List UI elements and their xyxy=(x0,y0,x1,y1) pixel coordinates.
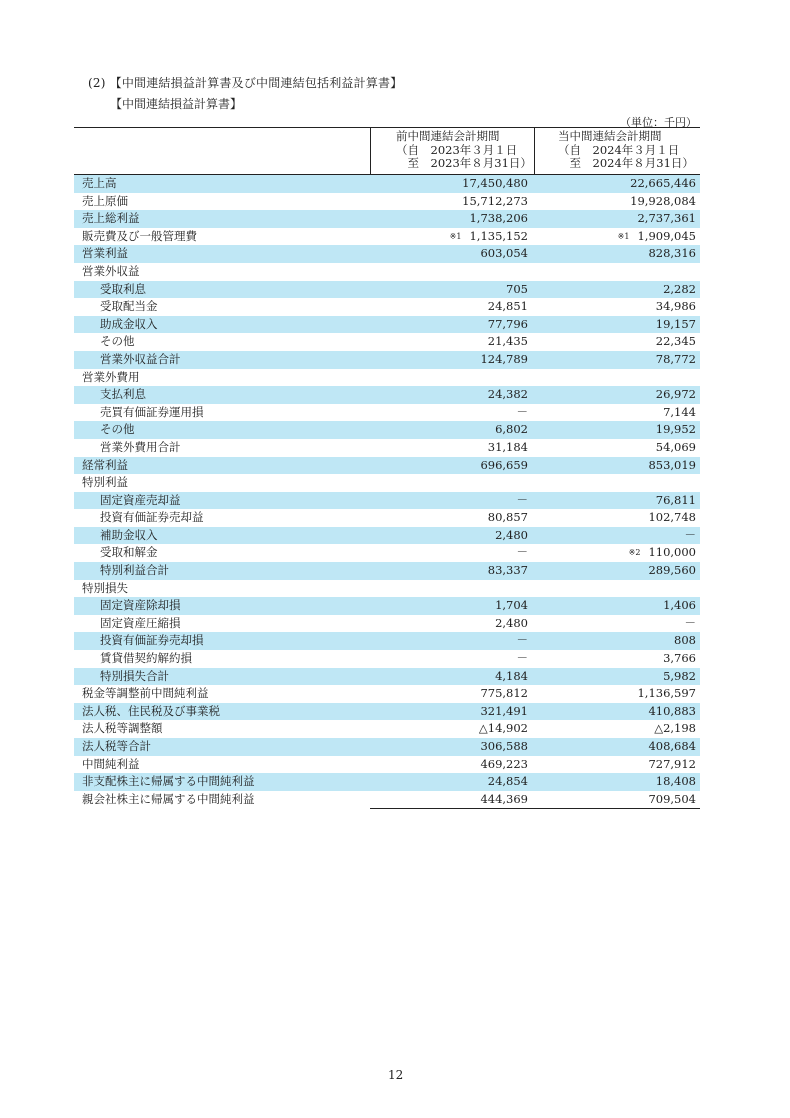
amount-value: 21,435 xyxy=(487,334,528,349)
section-heading: (2) 【中間連結損益計算書及び中間連結包括利益計算書】 xyxy=(88,76,403,90)
prev-period-value xyxy=(480,738,528,756)
prev-period-value xyxy=(495,527,528,545)
amount-value: 19,952 xyxy=(655,422,696,437)
amount-value: △14,902 xyxy=(478,721,528,736)
table-row xyxy=(74,791,700,809)
table-row xyxy=(74,193,700,211)
amount-value: 410,883 xyxy=(648,703,696,718)
prev-period-value xyxy=(488,333,528,351)
amount-value: 24,851 xyxy=(487,299,528,314)
amount-value: 83,337 xyxy=(487,563,528,578)
statement-title: 【中間連結損益計算書】 xyxy=(110,97,243,111)
row-label: 特別損失 xyxy=(82,580,128,595)
row-label: 賃貸借契約解約損 xyxy=(100,651,192,666)
table-bottom-rule xyxy=(370,808,700,809)
amount-value: 4,184 xyxy=(495,668,528,683)
current-period-value xyxy=(630,193,696,211)
amount-value: 775,812 xyxy=(480,686,528,701)
amount-value: 5,982 xyxy=(663,668,696,683)
table-row xyxy=(74,509,700,527)
prev-period-value xyxy=(488,439,528,457)
amount-value: － xyxy=(684,527,696,542)
row-label: 補助金収入 xyxy=(100,527,158,542)
table-row xyxy=(74,245,700,263)
amount-value: 2,480 xyxy=(495,615,528,630)
table-row xyxy=(74,562,700,580)
amount-value: 1,135,152 xyxy=(469,228,528,243)
current-period-value xyxy=(656,298,696,316)
table-row xyxy=(74,439,700,457)
row-label: 経常利益 xyxy=(82,457,128,472)
amount-value: 828,316 xyxy=(648,246,696,261)
row-label: 受取和解金 xyxy=(100,545,158,560)
prev-period-value xyxy=(480,685,528,703)
amount-value: 705 xyxy=(506,281,528,296)
amount-value: 696,659 xyxy=(480,457,528,472)
amount-value: 2,737,361 xyxy=(637,211,696,226)
prev-period-value xyxy=(517,492,529,510)
current-period-value xyxy=(630,175,696,193)
current-period-value xyxy=(648,245,696,263)
row-label: 売上原価 xyxy=(82,193,128,208)
prev-period-value xyxy=(480,351,528,369)
current-period-value xyxy=(637,210,696,228)
amount-value: 289,560 xyxy=(648,563,696,578)
amount-value: 1,136,597 xyxy=(637,686,696,701)
table-row xyxy=(74,756,700,774)
current-period-value xyxy=(656,439,696,457)
prev-period-value xyxy=(480,457,528,475)
prev-period-value xyxy=(462,193,528,211)
header-prev-period: 前中間連結会計期間 （自 2023年３月１日 至 2023年８月31日） xyxy=(396,129,532,170)
table-row xyxy=(74,650,700,668)
current-period-value xyxy=(648,703,696,721)
table-row xyxy=(74,773,700,791)
current-period-value xyxy=(654,720,696,738)
prev-period-value xyxy=(488,773,528,791)
row-label: 投資有価証券売却損 xyxy=(100,633,204,648)
amount-value: 19,928,084 xyxy=(630,193,696,208)
amount-value: 34,986 xyxy=(655,299,696,314)
row-label: 固定資産除却損 xyxy=(100,598,181,613)
prev-period-value xyxy=(469,210,528,228)
table-row xyxy=(74,685,700,703)
row-label: 営業外収益合計 xyxy=(100,351,181,366)
current-period-value xyxy=(648,457,696,475)
table-row xyxy=(74,457,700,475)
amount-value: 1,704 xyxy=(495,598,528,613)
table-row xyxy=(74,386,700,404)
row-label: 特別損失合計 xyxy=(100,668,169,683)
prev-period-value xyxy=(450,228,528,246)
prev-period-value xyxy=(517,404,529,422)
unit-label: （単位：千円） xyxy=(620,116,697,129)
amount-value: 2,282 xyxy=(663,281,696,296)
amount-value: 853,019 xyxy=(648,457,696,472)
current-period-value xyxy=(663,597,696,615)
table-row xyxy=(74,720,700,738)
amount-value: 7,144 xyxy=(663,404,696,419)
amount-value: △2,198 xyxy=(654,721,696,736)
prev-period-value xyxy=(480,703,528,721)
amount-value: － xyxy=(684,615,696,630)
row-label: 営業利益 xyxy=(82,246,128,261)
table-row xyxy=(74,175,700,193)
amount-value: － xyxy=(516,492,528,507)
amount-value: － xyxy=(516,545,528,560)
amount-value: 54,069 xyxy=(655,439,696,454)
row-label: 中間純利益 xyxy=(82,756,140,771)
amount-value: 808 xyxy=(674,633,696,648)
row-label: 法人税等調整額 xyxy=(82,721,163,736)
amount-value: 22,665,446 xyxy=(630,176,696,190)
prev-period-value xyxy=(480,756,528,774)
current-period-value xyxy=(663,281,696,299)
row-label: 固定資産圧縮損 xyxy=(100,615,181,630)
current-period-value xyxy=(656,333,696,351)
table-row xyxy=(74,703,700,721)
amount-value: 19,157 xyxy=(655,316,696,331)
amount-value: 24,382 xyxy=(487,387,528,402)
amount-value: 78,772 xyxy=(655,351,696,366)
table-row xyxy=(74,492,700,510)
amount-value: 1,909,045 xyxy=(637,228,696,243)
prev-period-value xyxy=(488,562,528,580)
current-period-value xyxy=(685,527,697,545)
row-label: 受取配当金 xyxy=(100,299,158,314)
table-header xyxy=(74,127,700,175)
row-label: 法人税、住民税及び事業税 xyxy=(82,703,220,718)
row-label: 助成金収入 xyxy=(100,316,158,331)
footnote-mark: ※1 xyxy=(449,231,462,241)
row-label: 売上総利益 xyxy=(82,211,140,226)
row-label: 受取利息 xyxy=(100,281,146,296)
table-row xyxy=(74,298,700,316)
current-period-value xyxy=(674,632,696,650)
prev-period-value xyxy=(495,421,528,439)
amount-value: 80,857 xyxy=(487,510,528,525)
row-label: 特別利益 xyxy=(82,475,128,490)
current-period-value xyxy=(648,562,696,580)
table-row xyxy=(74,351,700,369)
table-row xyxy=(74,580,700,598)
row-label: 営業外収益 xyxy=(82,263,140,278)
table-row xyxy=(74,738,700,756)
current-period-value xyxy=(648,509,696,527)
amount-value: 124,789 xyxy=(480,351,528,366)
row-label: その他 xyxy=(100,422,135,437)
amount-value: 469,223 xyxy=(480,756,528,771)
table-row xyxy=(74,527,700,545)
current-period-value xyxy=(656,421,696,439)
table-row xyxy=(74,369,700,387)
table-row xyxy=(74,333,700,351)
prev-period-value xyxy=(517,650,529,668)
income-statement-table xyxy=(74,127,700,808)
amount-value: 26,972 xyxy=(655,387,696,402)
table-row xyxy=(74,404,700,422)
footnote-mark: ※2 xyxy=(628,548,641,558)
row-label: 売買有価証券運用損 xyxy=(100,404,204,419)
prev-period-value xyxy=(517,544,529,562)
row-label: 親会社株主に帰属する中間純利益 xyxy=(82,791,255,806)
table-row xyxy=(74,316,700,334)
prev-period-value xyxy=(495,615,528,633)
page-number: 12 xyxy=(388,1068,404,1082)
amount-value: 110,000 xyxy=(648,545,696,560)
amount-value: 22,345 xyxy=(655,334,696,349)
current-period-value xyxy=(663,404,696,422)
prev-period-value xyxy=(488,298,528,316)
prev-period-value xyxy=(495,668,528,686)
amount-value: 444,369 xyxy=(480,791,528,806)
row-label: 営業外費用合計 xyxy=(100,439,181,454)
prev-period-value xyxy=(495,597,528,615)
table-row xyxy=(74,615,700,633)
amount-value: 31,184 xyxy=(487,439,528,454)
current-period-value xyxy=(648,738,696,756)
current-period-value xyxy=(656,386,696,404)
amount-value: 2,480 xyxy=(495,527,528,542)
prev-period-value xyxy=(479,720,528,738)
prev-period-value xyxy=(517,632,529,650)
amount-value: 102,748 xyxy=(648,510,696,525)
prev-period-value xyxy=(480,791,528,809)
prev-period-value xyxy=(462,175,528,193)
row-label: 固定資産売却益 xyxy=(100,492,181,507)
current-period-value xyxy=(663,650,696,668)
prev-period-value xyxy=(506,281,528,299)
table-row xyxy=(74,210,700,228)
amount-value: 408,684 xyxy=(648,739,696,753)
row-label: 特別利益合計 xyxy=(100,563,169,578)
amount-value: 1,406 xyxy=(663,598,696,613)
prev-period-value xyxy=(488,509,528,527)
table-row xyxy=(74,632,700,650)
table-row xyxy=(74,668,700,686)
table-body xyxy=(74,175,700,808)
current-period-value xyxy=(656,773,696,791)
row-label: 法人税等合計 xyxy=(82,739,151,753)
current-period-value xyxy=(618,228,696,246)
amount-value: 603,054 xyxy=(480,246,528,261)
current-period-value xyxy=(656,316,696,334)
current-period-value xyxy=(656,351,696,369)
prev-period-value xyxy=(480,245,528,263)
amount-value: 321,491 xyxy=(480,703,528,718)
column-divider xyxy=(370,128,371,174)
header-current-period: 当中間連結会計期間 （自 2024年３月１日 至 2024年８月31日） xyxy=(558,129,694,170)
current-period-value xyxy=(656,492,696,510)
amount-value: 6,802 xyxy=(495,422,528,437)
table-row xyxy=(74,281,700,299)
table-row xyxy=(74,228,700,246)
prev-period-value xyxy=(488,386,528,404)
current-period-value xyxy=(648,791,696,809)
amount-value: 15,712,273 xyxy=(462,193,528,208)
current-period-value xyxy=(685,615,697,633)
amount-value: 727,912 xyxy=(648,756,696,771)
current-period-value xyxy=(648,756,696,774)
row-label: 税金等調整前中間純利益 xyxy=(82,686,209,701)
amount-value: 17,450,480 xyxy=(462,176,528,190)
amount-value: 76,811 xyxy=(655,492,696,507)
row-label: 営業外費用 xyxy=(82,369,140,384)
row-label: 投資有価証券売却益 xyxy=(100,510,204,525)
amount-value: 709,504 xyxy=(648,791,696,806)
row-label: 支払利息 xyxy=(100,387,146,402)
current-period-value xyxy=(637,685,696,703)
table-row xyxy=(74,263,700,281)
row-label: 販売費及び一般管理費 xyxy=(82,228,197,243)
row-label: 非支配株主に帰属する中間純利益 xyxy=(82,774,255,789)
amount-value: － xyxy=(516,404,528,419)
amount-value: 24,854 xyxy=(487,774,528,789)
current-period-value xyxy=(629,544,696,562)
row-label: 売上高 xyxy=(82,176,117,190)
amount-value: 306,588 xyxy=(480,739,528,753)
amount-value: － xyxy=(516,633,528,648)
column-divider xyxy=(534,128,535,174)
table-row xyxy=(74,544,700,562)
table-row xyxy=(74,597,700,615)
footnote-mark: ※1 xyxy=(617,231,630,241)
table-row xyxy=(74,421,700,439)
amount-value: 18,408 xyxy=(655,774,696,789)
current-period-value xyxy=(663,668,696,686)
amount-value: 1,738,206 xyxy=(469,211,528,226)
amount-value: － xyxy=(516,651,528,666)
row-label: その他 xyxy=(100,334,135,349)
table-row xyxy=(74,474,700,492)
amount-value: 3,766 xyxy=(663,651,696,666)
prev-period-value xyxy=(488,316,528,334)
amount-value: 77,796 xyxy=(487,316,528,331)
